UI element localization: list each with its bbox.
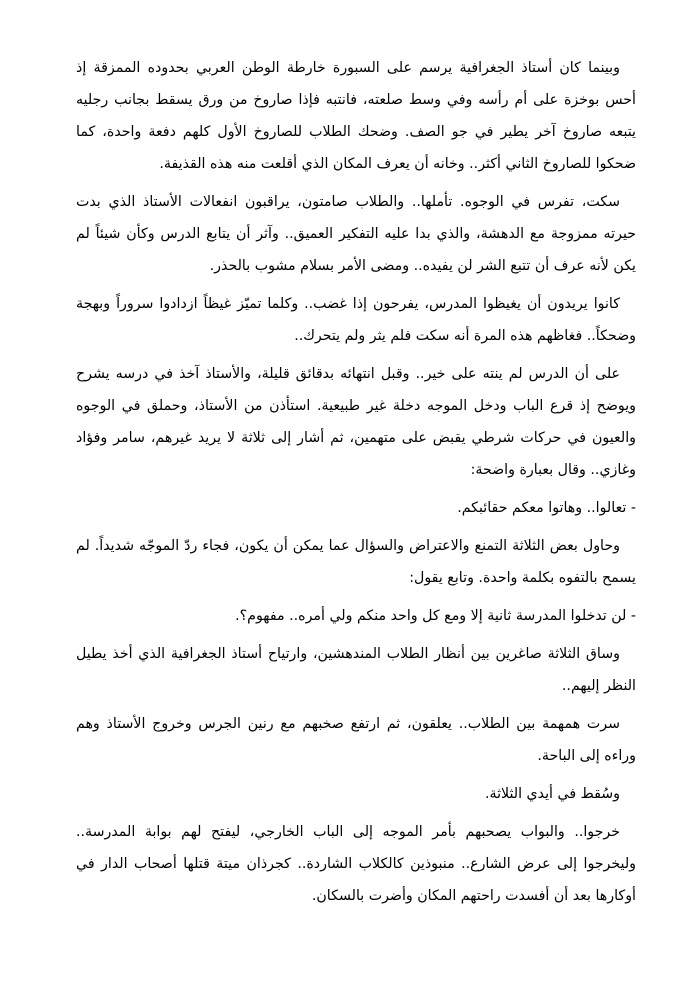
dialog-line-1: - تعالوا.. وهاتوا معكم حقائبكم.: [457, 500, 636, 516]
paragraph-6: وساق الثلاثة صاغرين بين أنظار الطلاب المندهشين، وارتياح أستاذ الجغرافية الذي أخذ يطيل النظر إليهم..: [76, 646, 636, 694]
paragraph-1: وبينما كان أستاذ الجغرافية يرسم على السبورة خارطة الوطن العربي بحدوده الممزقة إذ أحس بوخزة على أم رأسه وفي وسط صلعته، فانتبه فإذا صاروخ من ورق يسقط بجانب رجليه يتبعه صاروخ آخر يطير في جو الصف. وضحك الطلاب للصاروخ الأول كلهم دفعة واحدة، كما ضحكوا للصاروخ الثاني أكثر.. وخانه أن يعرف المكان الذي أقلعت منه هذه القذيفة.: [76, 60, 636, 172]
dialog-line-2: - لن تدخلوا المدرسة ثانية إلا ومع كل واحد منكم ولي أمره.. مفهوم؟.: [235, 608, 636, 624]
paragraph-7: سرت همهمة بين الطلاب.. يعلقون، ثم ارتفع صخبهم مع رنين الجرس وخروج الأستاذ وهم وراءه إلى الباحة.: [76, 716, 636, 764]
paragraph-8: وسُقط في أيدي الثلاثة.: [484, 786, 620, 802]
paragraph-9: خرجوا.. والبواب يصحبهم بأمر الموجه إلى الباب الخارجي، ليفتح لهم بوابة المدرسة.. وليخرجوا إلى عرض الشارع.. منبوذين كالكلاب الشاردة.. كجرذان ميتة قتلها أصحاب الدار في أوكارها بعد أن أفسدت راحتهم المكان وأضرت بالسكان.: [76, 824, 636, 904]
paragraph-4: على أن الدرس لم ينته على خير.. وقبل انتهائه بدقائق قليلة، والأستاذ آخذ في درسه يشرح ويوضح إذ قرع الباب ودخل الموجه دخلة غير طبيعية. استأذن من الأستاذ، وحملق في الوجوه والعيون في حركات شرطي يقبض على متهمين، ثم أشار إلى ثلاثة لا يريد غيرهم، سامر وفؤاد وغازي.. وقال بعبارة واضحة:: [76, 366, 636, 478]
document-page: [76, 52, 636, 918]
paragraph-5: وحاول بعض الثلاثة التمنع والاعتراض والسؤال عما يمكن أن يكون، فجاء ردّ الموجّه شديداً. لم يسمح بالتفوه بكلمة واحدة. وتابع يقول:: [76, 538, 636, 586]
paragraph-3: كانوا يريدون أن يغيظوا المدرس، يفرحون إذا غضب.. وكلما تميّز غيظاً ازدادوا سروراً وبهجة وضحكاً.. فغاظهم هذه المرة أنه سكت فلم يثر ولم يتحرك..: [76, 296, 636, 344]
paragraph-2: سكت، تفرس في الوجوه. تأملها.. والطلاب صامتون، يراقبون انفعالات الأستاذ الذي بدت حيرته ممزوجة مع الدهشة، والذي بدا عليه التفكير العميق.. وآثر أن يتابع الدرس وكأن شيئاً لم يكن لأنه عرف أن تتبع الشر لن يفيده.. ومضى الأمر بسلام مشوب بالحذر.: [76, 194, 636, 274]
